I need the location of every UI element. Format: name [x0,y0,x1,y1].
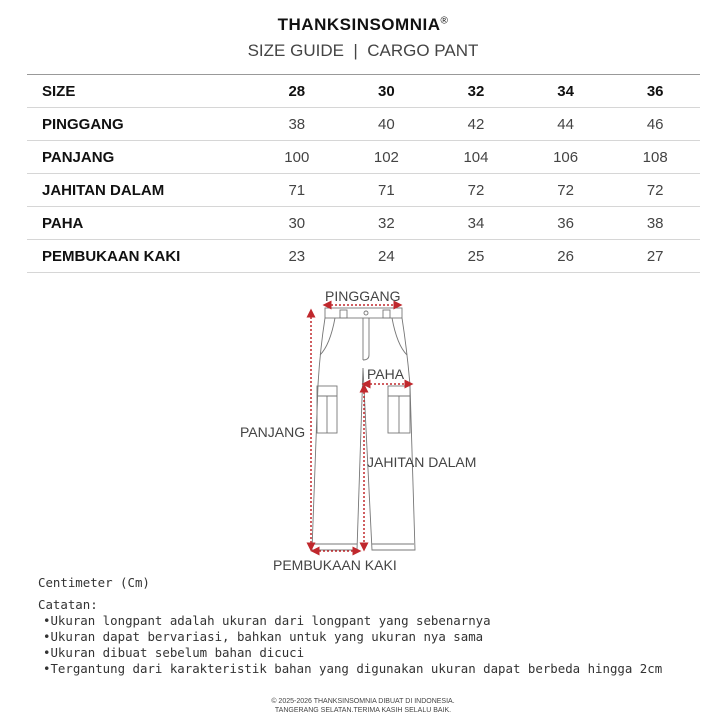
measurement-cell: 40 [342,108,432,141]
measurement-cell: 72 [521,174,611,207]
size-cell: 30 [342,75,432,108]
size-cell: 36 [610,75,700,108]
note-item: •Ukuran longpant adalah ukuran dari longpant yang sebenarnya [43,613,491,628]
footer [0,697,726,715]
row-label: PEMBUKAAN KAKI [27,240,252,273]
measurement-cell: 108 [610,141,700,174]
measurement-cell: 104 [431,141,521,174]
note-item: •Tergantung dari karakteristik bahan yang digunakan ukuran dapat berbeda hingga 2cm [43,661,663,676]
header-label: SIZE [27,75,252,108]
notes-heading: Catatan: [38,597,98,612]
label-jahitan-dalam: JAHITAN DALAM [367,454,477,470]
row-label: JAHITAN DALAM [27,174,252,207]
label-pinggang: PINGGANG [325,288,401,304]
page-subtitle: SIZE GUIDE | CARGO PANT [247,41,479,60]
measurement-cell: 26 [521,240,611,273]
label-panjang: PANJANG [240,424,306,440]
notes [38,575,662,677]
measurement-cell: 23 [252,240,342,273]
size-cell: 34 [521,75,611,108]
measurement-cell: 46 [610,108,700,141]
measurement-cell: 25 [431,240,521,273]
measurement-cell: 42 [431,108,521,141]
footer-line-2: TANGERANG SELATAN.TERIMA KASIH SELALU BAIK. [274,707,452,714]
measurement-cell: 38 [610,207,700,240]
note-item: •Ukuran dibuat sebelum bahan dicuci [43,645,305,660]
measurement-cell: 27 [610,240,700,273]
brand-name: THANKSINSOMNIA [277,15,441,34]
measurement-cell: 38 [252,108,342,141]
size-cell: 32 [431,75,521,108]
measurement-cell: 72 [431,174,521,207]
measurement-cell: 72 [610,174,700,207]
row-label: PAHA [27,207,252,240]
measurement-cell: 102 [342,141,432,174]
measurement-arrows [311,305,409,551]
measurement-cell: 71 [252,174,342,207]
row-label: PINGGANG [27,108,252,141]
measurement-cell: 44 [521,108,611,141]
unit-note: Centimeter (Cm) [38,575,150,590]
measurement-cell: 34 [431,207,521,240]
measurement-cell: 36 [521,207,611,240]
measurement-cell: 32 [342,207,432,240]
measurement-cell: 24 [342,240,432,273]
size-cell: 28 [252,75,342,108]
row-label: PANJANG [27,141,252,174]
label-paha: PAHA [367,366,405,382]
measurement-cell: 106 [521,141,611,174]
registered-mark: ® [440,15,449,27]
measurement-cell: 100 [252,141,342,174]
measurement-cell: 30 [252,207,342,240]
measurement-cell: 71 [342,174,432,207]
label-pembukaan-kaki: PEMBUKAAN KAKI [273,557,397,573]
note-item: •Ukuran dapat bervariasi, bahkan untuk yang ukuran nya sama [43,629,484,644]
footer-line-1: © 2025-2026 THANKSINSOMNIA DIBUAT DI INDONESIA. [271,698,455,705]
